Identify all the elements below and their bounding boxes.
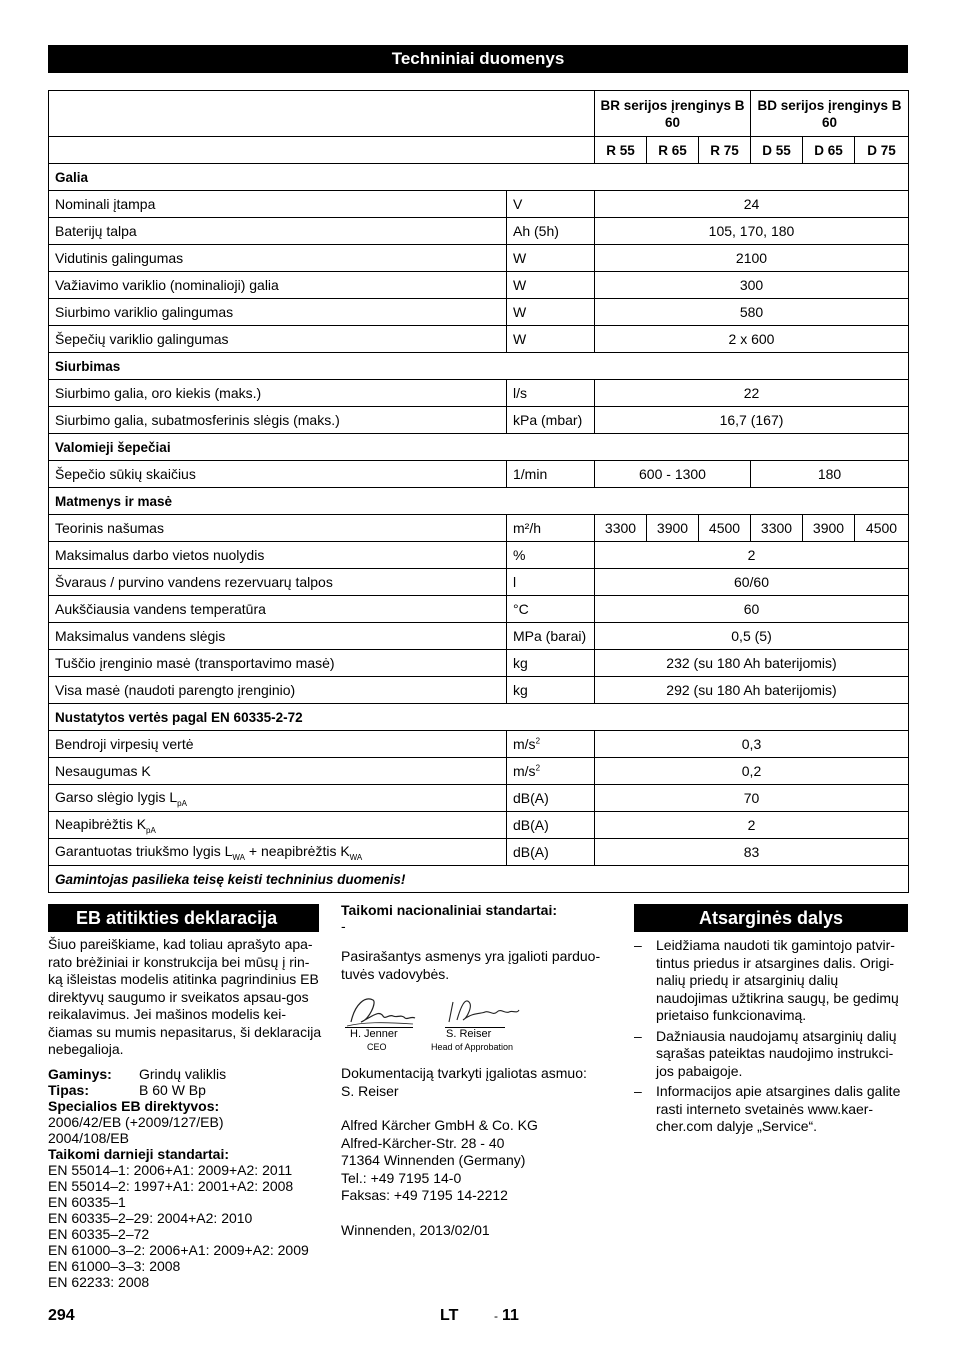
table-row — [49, 623, 909, 650]
row-label: Bendroji virpesių vertė — [49, 731, 507, 758]
table-row — [49, 839, 909, 866]
row-value: 2 — [595, 812, 909, 839]
table-row — [49, 272, 909, 299]
place-date: Winnenden, 2013/02/01 — [341, 1221, 490, 1238]
parts-list — [634, 937, 909, 1139]
row-unit: kg — [507, 650, 595, 677]
standard-item: EN 55014–2: 1997+A1: 2001+A2: 2008 — [48, 1178, 294, 1194]
standard-item: EN 60335–1 — [48, 1194, 126, 1210]
type-value: B 60 W Bp — [139, 1082, 206, 1098]
row-value: 2100 — [595, 245, 909, 272]
national-standards-value: - — [341, 918, 346, 934]
company-info — [341, 1065, 613, 1239]
row-unit: dB(A) — [507, 812, 595, 839]
row-label: Siurbimo galia, subatmosferinis slėgis (maks.) — [49, 407, 507, 434]
row-value: 0,5 (5) — [595, 623, 909, 650]
table-models-row — [49, 137, 909, 164]
table-row — [49, 812, 909, 839]
national-standards-label: Taikomi nacionaliniai standartai: — [341, 902, 558, 918]
row-label: Neapibrėžtis $K_{pA}$ — [49, 812, 507, 839]
row-value: 70 — [595, 785, 909, 812]
row-label: Važiavimo variklio (nominalioji) galia — [49, 272, 507, 299]
section-page-number: - 11 — [494, 1307, 519, 1324]
table-row — [49, 326, 909, 353]
row-label: Visa masė (naudoti parengto įrenginio) — [49, 677, 507, 704]
row-label: Tuščio įrenginio masė (transportavimo masė) — [49, 650, 507, 677]
row-value-d55: 3300 — [751, 515, 803, 542]
table-row — [49, 650, 909, 677]
row-value: 2 x 600 — [595, 326, 909, 353]
standard-item: EN 55014–1: 2006+A1: 2009+A2: 2011 — [48, 1162, 293, 1178]
section-row — [49, 704, 909, 731]
table-row — [49, 191, 909, 218]
section-row — [49, 434, 909, 461]
company-line: Tel.: +49 7195 14-0 — [341, 1169, 462, 1186]
table-row — [49, 569, 909, 596]
row-label: Šepečio sūkių skaičius — [49, 461, 507, 488]
row-label: Šepečių variklio galingumas — [49, 326, 507, 353]
model-r75: R 75 — [699, 137, 751, 164]
product-row — [48, 1066, 328, 1082]
doc-person-label: Dokumentaciją tvarkyti įgaliotas asmuo: — [341, 1065, 587, 1081]
row-unit: MPa (barai) — [507, 623, 595, 650]
row-value: 0,3 — [595, 731, 909, 758]
row-unit: l/s — [507, 380, 595, 407]
header-bd-series: BD serijos įrenginys B 60 — [751, 91, 909, 137]
standard-item: EN 61000–3–3: 2008 — [48, 1258, 181, 1274]
company-line: Faksas: +49 7195 14-2212 — [341, 1187, 508, 1203]
standard-item: EN 60335–2–72 — [48, 1226, 150, 1242]
table-row — [49, 758, 909, 785]
row-unit: Ah (5h) — [507, 218, 595, 245]
table-row — [49, 380, 909, 407]
eb-intro: Šiuo pareiškiame, kad toliau aprašyto apa-rato brėžiniai ir konstrukcija bei mūsų į rin-ką išleistas modelis atitinka pagrindinius EB direktyvų saugumo ir sveikatos apsau-gos reikalavimus. Jei mašinos modelis kei-čiamas su mumis nepasitarus, ši deklaracija nebegalioja. — [48, 936, 322, 1057]
page-number: 294 — [48, 1307, 75, 1324]
row-value: 22 — [595, 380, 909, 407]
signers-text: Pasirašantys asmenys yra įgalioti parduo-tuvės vadovybės. — [341, 948, 601, 982]
row-value: 292 (su 180 Ah baterijomis) — [595, 677, 909, 704]
row-unit: V — [507, 191, 595, 218]
model-r55: R 55 — [595, 137, 647, 164]
directives-label: Specialios EB direktyvos: — [48, 1098, 220, 1114]
row-value: 300 — [595, 272, 909, 299]
product-value: Grindų valiklis — [139, 1066, 227, 1082]
row-label: Švaraus / purvino vandens rezervuarų talpos — [49, 569, 507, 596]
row-value: 24 — [595, 191, 909, 218]
table-row — [49, 542, 909, 569]
product-label: Gaminys: — [48, 1066, 112, 1082]
standard-item: EN 60335–2–29: 2004+A2: 2010 — [48, 1210, 253, 1226]
standard-item: EN 61000–3–2: 2006+A1: 2009+A2: 2009 — [48, 1242, 309, 1258]
row-label: Maksimalus vandens slėgis — [49, 623, 507, 650]
signer2-role: Head of Approbation — [431, 1042, 514, 1052]
eb-heading: EB atitikties deklaracija — [76, 908, 278, 928]
section-row — [49, 488, 909, 515]
page-title: Techniniai duomenys — [391, 49, 565, 68]
table-note: Gamintojas pasilieka teisę keisti techninius duomenis! — [49, 866, 909, 893]
table-row — [49, 407, 909, 434]
row-unit: kg — [507, 677, 595, 704]
row-unit: W — [507, 299, 595, 326]
table-row — [49, 677, 909, 704]
row-value: 83 — [595, 839, 909, 866]
section-label: Matmenys ir masė — [49, 488, 909, 515]
row-value-br: 600 - 1300 — [595, 461, 751, 488]
row-value-d75: 4500 — [855, 515, 909, 542]
row-value-r65: 3900 — [647, 515, 699, 542]
table-row — [49, 461, 909, 488]
row-unit: °C — [507, 596, 595, 623]
row-label: Siurbimo galia, oro kiekis (maks.) — [49, 380, 507, 407]
list-item: – Informacijos apie atsargines dalis galite rasti interneto svetainės www.kaer-cher.com dalyje „Service“. — [634, 1083, 909, 1136]
section-label: Nustatytos vertės pagal EN 60335-2-72 — [49, 704, 909, 731]
row-value-r75: 4500 — [699, 515, 751, 542]
doc-person: S. Reiser — [341, 1082, 399, 1099]
row-value: 580 — [595, 299, 909, 326]
model-d55: D 55 — [751, 137, 803, 164]
row-value: 0,2 — [595, 758, 909, 785]
middle-column — [341, 902, 613, 983]
row-unit: l — [507, 569, 595, 596]
signatures — [341, 990, 541, 1056]
table-row — [49, 299, 909, 326]
parts-heading-bar — [634, 904, 908, 932]
section-title-bar — [48, 45, 908, 73]
directive-item: 2004/108/EB — [48, 1130, 129, 1146]
row-label: Vidutinis galingumas — [49, 245, 507, 272]
section-label: Galia — [49, 164, 909, 191]
section-row — [49, 164, 909, 191]
row-label: Maksimalus darbo vietos nuolydis — [49, 542, 507, 569]
model-d65: D 65 — [803, 137, 855, 164]
type-row — [48, 1082, 328, 1098]
row-label: Baterijų talpa — [49, 218, 507, 245]
technical-data-table — [48, 90, 909, 893]
row-value: 60/60 — [595, 569, 909, 596]
list-item: – Leidžiama naudoti tik gamintojo patvir-tintus priedus ir atsargines dalis. Origi-nalių priedų ir atsarginių dalių naudojimas užtikrina saugų, be gedimų prietaiso funkcionavimą. — [634, 937, 909, 1025]
note-row — [49, 866, 909, 893]
row-label: Siurbimo variklio galingumas — [49, 299, 507, 326]
row-value: 232 (su 180 Ah baterijomis) — [595, 650, 909, 677]
row-value-bd: 180 — [751, 461, 909, 488]
section-label: Valomieji šepečiai — [49, 434, 909, 461]
signer2-name: S. Reiser — [446, 1028, 492, 1040]
table-row — [49, 731, 909, 758]
row-unit: W — [507, 272, 595, 299]
signature-reiser — [431, 990, 541, 1056]
table-row — [49, 785, 909, 812]
table-row — [49, 245, 909, 272]
row-value-r55: 3300 — [595, 515, 647, 542]
signer1-role: CEO — [367, 1042, 387, 1052]
parts-heading: Atsarginės dalys — [698, 908, 844, 928]
row-value-d65: 3900 — [803, 515, 855, 542]
table-header-row — [49, 91, 909, 137]
eb-details — [48, 1066, 328, 1290]
row-unit: $m/s^2$ — [507, 731, 595, 758]
row-value: 105, 170, 180 — [595, 218, 909, 245]
row-unit: dB(A) — [507, 839, 595, 866]
row-unit: % — [507, 542, 595, 569]
row-unit: m²/h — [507, 515, 595, 542]
company-line: Alfred-Kärcher-Str. 28 - 40 — [341, 1134, 505, 1151]
row-unit: W — [507, 245, 595, 272]
row-unit: 1/min — [507, 461, 595, 488]
company-line: Alfred Kärcher GmbH & Co. KG — [341, 1117, 538, 1133]
row-value: 16,7 (167) — [595, 407, 909, 434]
list-item: – Dažniausia naudojamų atsarginių dalių sąrašas pateiktas naudojimo instrukci-jos pabaigoje. — [634, 1028, 909, 1081]
row-label: Teorinis našumas — [49, 515, 507, 542]
company-line: 71364 Winnenden (Germany) — [341, 1152, 526, 1168]
type-label: Tipas: — [48, 1082, 89, 1098]
directive-item: 2006/42/EB (+2009/127/EB) — [48, 1114, 224, 1130]
handwritten-signature-icon — [343, 992, 418, 1032]
row-value: 60 — [595, 596, 909, 623]
row-unit: dB(A) — [507, 785, 595, 812]
signer1-name: H. Jenner — [350, 1028, 398, 1040]
section-row — [49, 353, 909, 380]
table-row — [49, 596, 909, 623]
eb-heading-bar — [48, 904, 319, 932]
table-row — [49, 218, 909, 245]
header-br-series: BR serijos įrenginys B 60 — [595, 91, 751, 137]
row-value: 2 — [595, 542, 909, 569]
row-label: Aukščiausia vandens temperatūra — [49, 596, 507, 623]
row-label: Garso slėgio lygis $L_{pA}$ — [49, 785, 507, 812]
row-label: Garantuotas triukšmo lygis $L_{WA}$ + neapibrėžtis $K_{WA}$ — [49, 839, 507, 866]
row-label: Nominali įtampa — [49, 191, 507, 218]
standards-label: Taikomi darnieji standartai: — [48, 1146, 230, 1162]
table-row — [49, 515, 909, 542]
standard-item: EN 62233: 2008 — [48, 1274, 150, 1290]
section-label: Siurbimas — [49, 353, 909, 380]
language-code: LT — [440, 1307, 459, 1324]
row-label: Nesaugumas K — [49, 758, 507, 785]
model-r65: R 65 — [647, 137, 699, 164]
row-unit: $m/s^2$ — [507, 758, 595, 785]
handwritten-signature-icon — [443, 992, 523, 1028]
signature-jenner — [341, 990, 421, 1056]
row-unit: kPa (mbar) — [507, 407, 595, 434]
row-unit: W — [507, 326, 595, 353]
model-d75: D 75 — [855, 137, 909, 164]
